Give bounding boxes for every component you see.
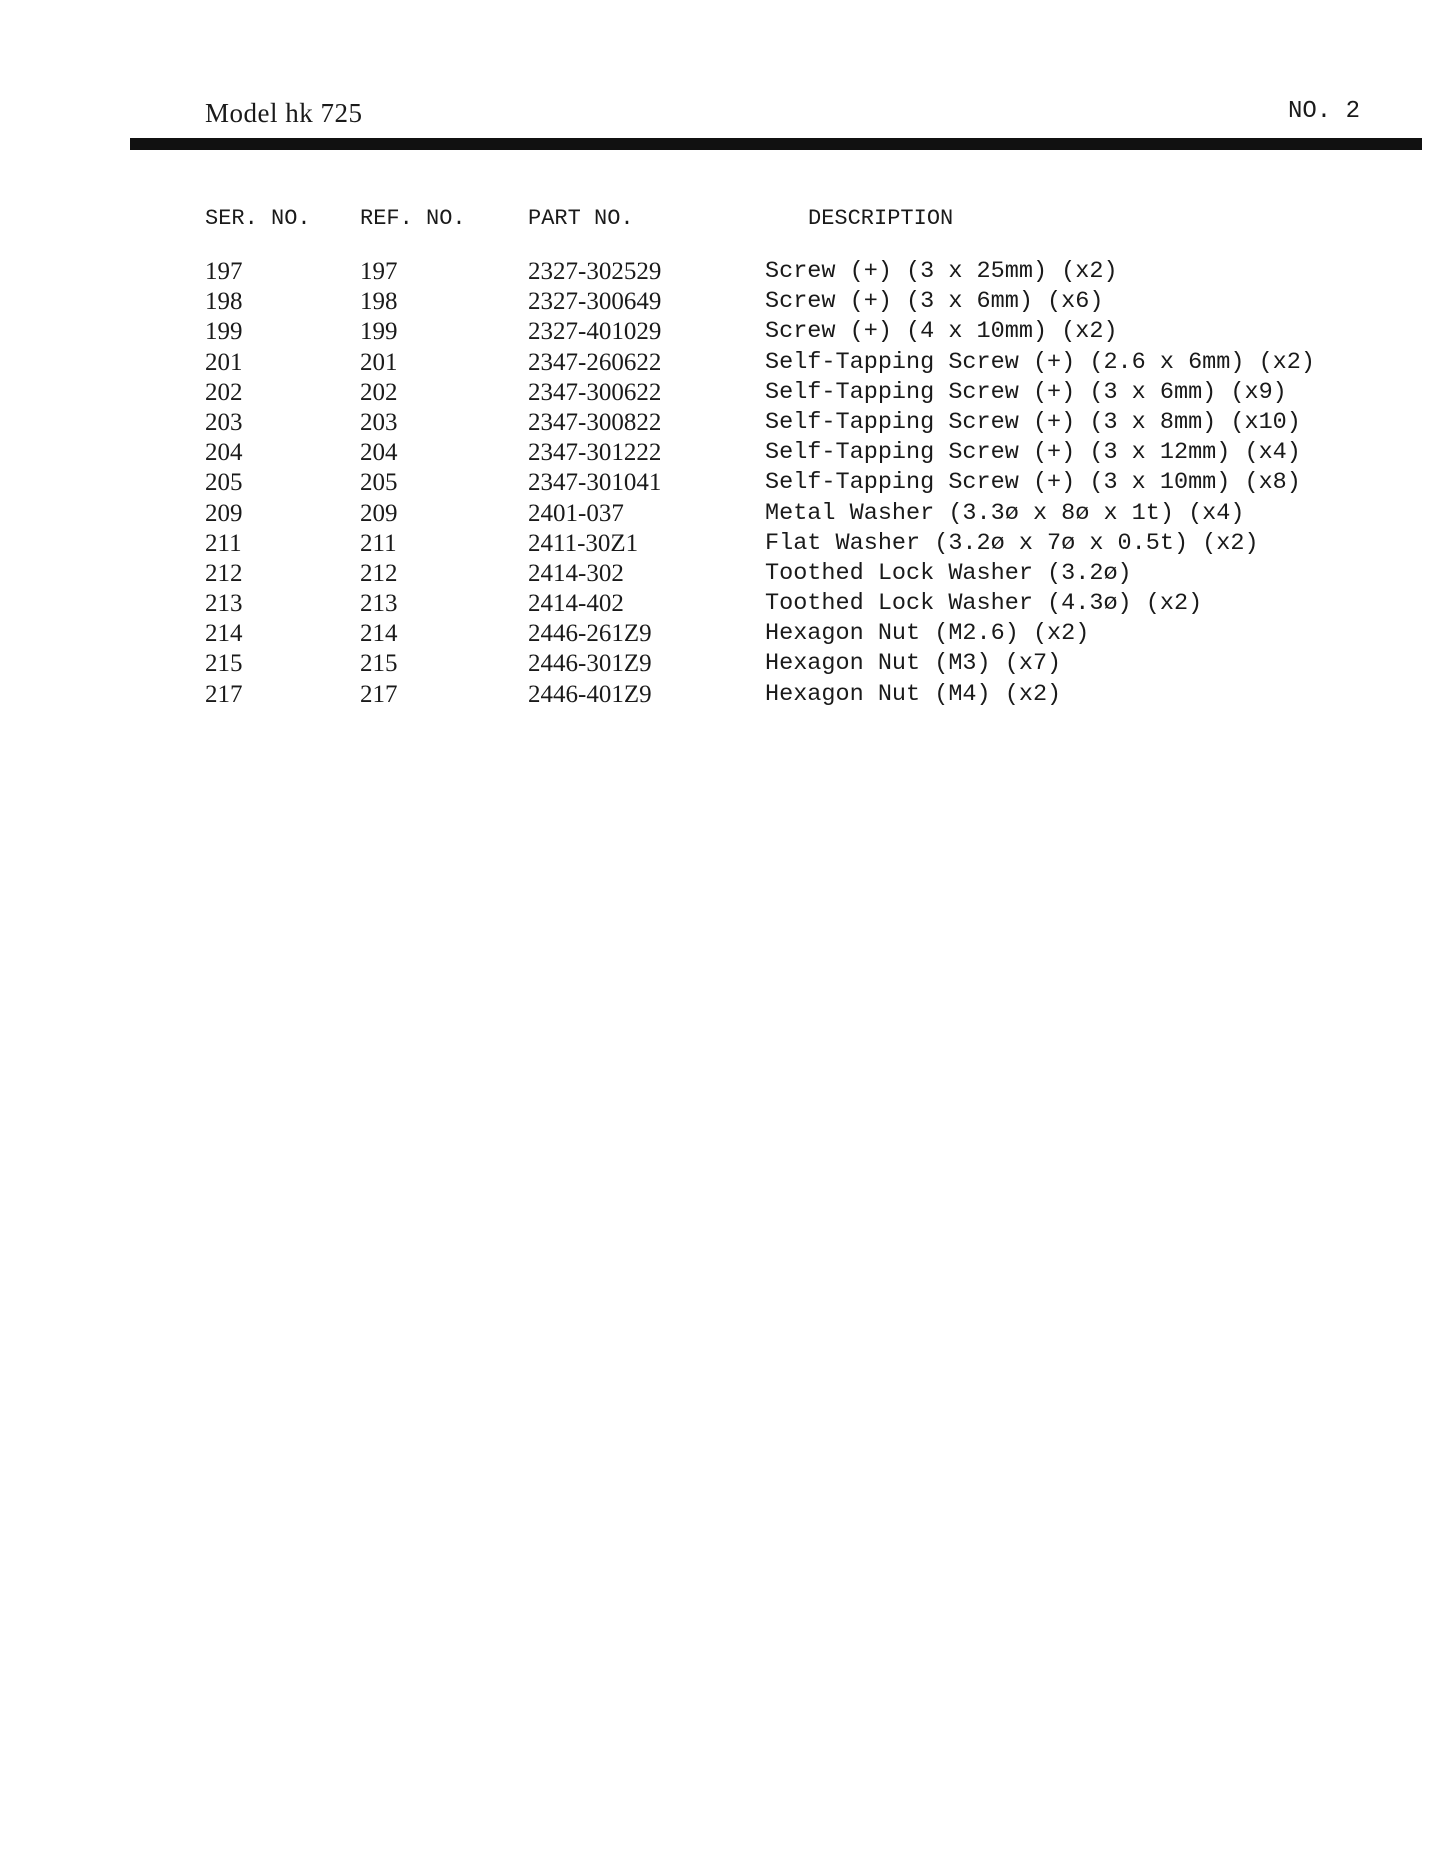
description-cell: Screw (+) (3 x 6mm) (x6) [765, 288, 1104, 316]
column-header-ref-no: REF. NO. [360, 206, 466, 231]
column-header-description: DESCRIPTION [808, 206, 954, 231]
table-row [205, 409, 1355, 439]
page-number: NO. 2 [1287, 98, 1360, 125]
ref-no-cell: 203 [360, 408, 398, 436]
ser-no-cell: 215 [205, 650, 243, 678]
table-row [205, 318, 1355, 348]
model-title: Model hk 725 [205, 98, 363, 128]
ref-no-cell: 205 [360, 469, 398, 497]
description-cell: Self-Tapping Screw (+) (3 x 8mm) (x10) [765, 408, 1301, 436]
ref-no-cell: 212 [360, 559, 398, 587]
table-row [205, 681, 1355, 711]
page-header [0, 0, 1445, 160]
part-no-cell: 2446-261Z9 [528, 620, 652, 648]
part-no-cell: 2414-402 [528, 590, 624, 618]
ref-no-cell: 204 [360, 439, 398, 467]
description-cell: Flat Washer (3.2ø x 7ø x 0.5t) (x2) [765, 529, 1259, 557]
table-row [205, 650, 1355, 680]
table-row [205, 590, 1355, 620]
part-no-cell: 2446-301Z9 [528, 650, 652, 678]
table-row [205, 560, 1355, 590]
ser-no-cell: 202 [205, 378, 243, 406]
part-no-cell: 2327-302529 [528, 258, 662, 285]
part-no-cell: 2347-300822 [528, 408, 662, 436]
ref-no-cell: 201 [360, 348, 398, 376]
table-row [205, 620, 1355, 650]
ref-no-cell: 199 [360, 318, 398, 346]
header-rule [130, 138, 1422, 150]
description-cell: Toothed Lock Washer (3.2ø) [765, 559, 1132, 587]
table-row [205, 349, 1355, 379]
description-cell: Toothed Lock Washer (4.3ø) (x2) [765, 590, 1203, 618]
ref-no-cell: 211 [360, 529, 397, 557]
part-no-cell: 2327-300649 [528, 288, 662, 316]
ref-no-cell: 213 [360, 590, 398, 618]
ser-no-cell: 212 [205, 559, 243, 587]
ser-no-cell: 199 [205, 318, 243, 346]
description-cell: Self-Tapping Screw (+) (3 x 6mm) (x9) [765, 378, 1287, 406]
ref-no-cell: 197 [360, 258, 398, 285]
part-no-cell: 2327-401029 [528, 318, 662, 346]
table-row [205, 258, 1355, 288]
ref-no-cell: 215 [360, 650, 398, 678]
description-cell: Self-Tapping Screw (+) (3 x 12mm) (x4) [765, 439, 1301, 467]
table-row [205, 500, 1355, 530]
parts-table [205, 200, 1355, 711]
ser-no-cell: 217 [205, 680, 243, 708]
description-cell: Screw (+) (4 x 10mm) (x2) [765, 318, 1118, 346]
ser-no-cell: 214 [205, 620, 243, 648]
ser-no-cell: 211 [205, 529, 242, 557]
table-header [205, 200, 1355, 258]
part-no-cell: 2347-260622 [528, 348, 662, 376]
ref-no-cell: 217 [360, 680, 398, 708]
ser-no-cell: 197 [205, 258, 243, 285]
description-cell: Self-Tapping Screw (+) (2.6 x 6mm) (x2) [765, 348, 1315, 376]
part-no-cell: 2401-037 [528, 499, 624, 527]
table-row [205, 439, 1355, 469]
ref-no-cell: 209 [360, 499, 398, 527]
ser-no-cell: 205 [205, 469, 243, 497]
part-no-cell: 2347-301222 [528, 439, 662, 467]
ref-no-cell: 198 [360, 288, 398, 316]
part-no-cell: 2446-401Z9 [528, 680, 652, 708]
table-row [205, 530, 1355, 560]
description-cell: Self-Tapping Screw (+) (3 x 10mm) (x8) [765, 469, 1301, 497]
column-header-ser-no: SER. NO. [205, 206, 311, 231]
table-row [205, 288, 1355, 318]
ref-no-cell: 214 [360, 620, 398, 648]
description-cell: Screw (+) (3 x 25mm) (x2) [765, 258, 1118, 285]
table-row [205, 469, 1355, 499]
ref-no-cell: 202 [360, 378, 398, 406]
ser-no-cell: 201 [205, 348, 243, 376]
description-cell: Hexagon Nut (M4) (x2) [765, 680, 1062, 708]
table-body [205, 258, 1355, 711]
part-no-cell: 2347-301041 [528, 469, 662, 497]
column-header-part-no: PART NO. [528, 206, 634, 231]
description-cell: Hexagon Nut (M2.6) (x2) [765, 620, 1090, 648]
description-cell: Hexagon Nut (M3) (x7) [765, 650, 1062, 678]
part-no-cell: 2414-302 [528, 559, 624, 587]
description-cell: Metal Washer (3.3ø x 8ø x 1t) (x4) [765, 499, 1245, 527]
table-row [205, 379, 1355, 409]
part-no-cell: 2347-300622 [528, 378, 662, 406]
ser-no-cell: 203 [205, 408, 243, 436]
ser-no-cell: 198 [205, 288, 243, 316]
part-no-cell: 2411-30Z1 [528, 529, 639, 557]
ser-no-cell: 209 [205, 499, 243, 527]
ser-no-cell: 213 [205, 590, 243, 618]
ser-no-cell: 204 [205, 439, 243, 467]
